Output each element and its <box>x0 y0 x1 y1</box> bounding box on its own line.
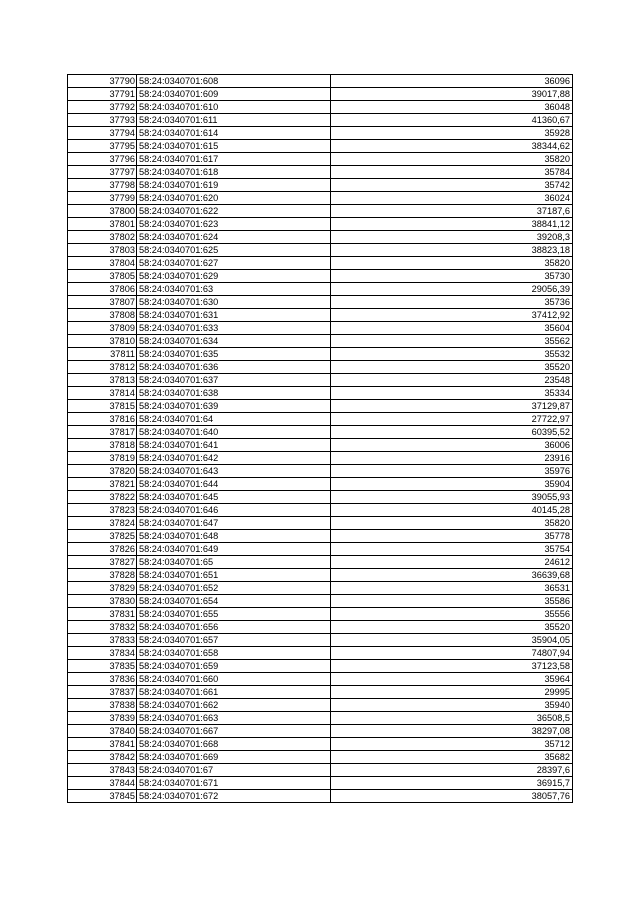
cadastral-number-cell: 58:24:0340701:647 <box>137 517 331 530</box>
table-row <box>68 153 573 166</box>
value-cell: 36531 <box>331 582 573 595</box>
table-row <box>68 335 573 348</box>
value-cell: 35562 <box>331 335 573 348</box>
cadastral-number-cell: 58:24:0340701:620 <box>137 192 331 205</box>
cadastral-number-cell: 58:24:0340701:625 <box>137 244 331 257</box>
table-row <box>68 166 573 179</box>
table-row <box>68 75 573 88</box>
row-number-cell: 37825 <box>68 530 137 543</box>
row-number-cell: 37797 <box>68 166 137 179</box>
value-cell: 41360,67 <box>331 114 573 127</box>
cadastral-number-cell: 58:24:0340701:609 <box>137 88 331 101</box>
row-number-cell: 37820 <box>68 465 137 478</box>
table-row <box>68 101 573 114</box>
value-cell: 35532 <box>331 348 573 361</box>
cadastral-number-cell: 58:24:0340701:672 <box>137 790 331 803</box>
value-cell: 27722,97 <box>331 413 573 426</box>
row-number-cell: 37806 <box>68 283 137 296</box>
cadastral-number-cell: 58:24:0340701:645 <box>137 491 331 504</box>
table-row <box>68 465 573 478</box>
row-number-cell: 37805 <box>68 270 137 283</box>
value-cell: 36048 <box>331 101 573 114</box>
row-number-cell: 37808 <box>68 309 137 322</box>
cadastral-number-cell: 58:24:0340701:643 <box>137 465 331 478</box>
table-row <box>68 504 573 517</box>
row-number-cell: 37835 <box>68 660 137 673</box>
value-cell: 35904 <box>331 478 573 491</box>
value-cell: 35736 <box>331 296 573 309</box>
value-cell: 36006 <box>331 439 573 452</box>
cadastral-number-cell: 58:24:0340701:635 <box>137 348 331 361</box>
table-row <box>68 673 573 686</box>
row-number-cell: 37824 <box>68 517 137 530</box>
table-row <box>68 608 573 621</box>
row-number-cell: 37818 <box>68 439 137 452</box>
table-row <box>68 309 573 322</box>
cadastral-number-cell: 58:24:0340701:662 <box>137 699 331 712</box>
cadastral-number-cell: 58:24:0340701:615 <box>137 140 331 153</box>
value-cell: 36639,68 <box>331 569 573 582</box>
value-cell: 35604 <box>331 322 573 335</box>
row-number-cell: 37830 <box>68 595 137 608</box>
value-cell: 38297,08 <box>331 725 573 738</box>
cadastral-number-cell: 58:24:0340701:623 <box>137 218 331 231</box>
row-number-cell: 37809 <box>68 322 137 335</box>
table-row <box>68 634 573 647</box>
row-number-cell: 37810 <box>68 335 137 348</box>
table-row <box>68 777 573 790</box>
table-row <box>68 218 573 231</box>
table-row <box>68 179 573 192</box>
cadastral-number-cell: 58:24:0340701:655 <box>137 608 331 621</box>
value-cell: 37412,92 <box>331 309 573 322</box>
cadastral-number-cell: 58:24:0340701:663 <box>137 712 331 725</box>
cadastral-number-cell: 58:24:0340701:631 <box>137 309 331 322</box>
cadastral-number-cell: 58:24:0340701:652 <box>137 582 331 595</box>
table-row <box>68 569 573 582</box>
table-row <box>68 517 573 530</box>
cadastral-number-cell: 58:24:0340701:657 <box>137 634 331 647</box>
row-number-cell: 37827 <box>68 556 137 569</box>
row-number-cell: 37834 <box>68 647 137 660</box>
row-number-cell: 37803 <box>68 244 137 257</box>
table-row <box>68 205 573 218</box>
value-cell: 24612 <box>331 556 573 569</box>
cadastral-number-cell: 58:24:0340701:627 <box>137 257 331 270</box>
table-row <box>68 647 573 660</box>
table-row <box>68 140 573 153</box>
value-cell: 36508,5 <box>331 712 573 725</box>
table-row <box>68 491 573 504</box>
cadastral-number-cell: 58:24:0340701:630 <box>137 296 331 309</box>
row-number-cell: 37807 <box>68 296 137 309</box>
row-number-cell: 37837 <box>68 686 137 699</box>
value-cell: 29056,39 <box>331 283 573 296</box>
row-number-cell: 37795 <box>68 140 137 153</box>
cadastral-number-cell: 58:24:0340701:639 <box>137 400 331 413</box>
value-cell: 35904,05 <box>331 634 573 647</box>
cadastral-number-cell: 58:24:0340701:614 <box>137 127 331 140</box>
table-row <box>68 751 573 764</box>
row-number-cell: 37790 <box>68 75 137 88</box>
row-number-cell: 37829 <box>68 582 137 595</box>
value-cell: 23548 <box>331 374 573 387</box>
value-cell: 28397,6 <box>331 764 573 777</box>
table-row <box>68 543 573 556</box>
table-row <box>68 530 573 543</box>
value-cell: 37187,6 <box>331 205 573 218</box>
row-number-cell: 37838 <box>68 699 137 712</box>
row-number-cell: 37840 <box>68 725 137 738</box>
cadastral-number-cell: 58:24:0340701:633 <box>137 322 331 335</box>
table-row <box>68 296 573 309</box>
row-number-cell: 37843 <box>68 764 137 777</box>
value-cell: 35778 <box>331 530 573 543</box>
cadastral-number-cell: 58:24:0340701:619 <box>137 179 331 192</box>
value-cell: 35820 <box>331 153 573 166</box>
table-row <box>68 231 573 244</box>
table-row <box>68 426 573 439</box>
cadastral-number-cell: 58:24:0340701:611 <box>137 114 331 127</box>
table-row <box>68 283 573 296</box>
table-row <box>68 88 573 101</box>
table-row <box>68 114 573 127</box>
table-row <box>68 725 573 738</box>
table-row <box>68 582 573 595</box>
value-cell: 35820 <box>331 257 573 270</box>
row-number-cell: 37813 <box>68 374 137 387</box>
table-row <box>68 790 573 803</box>
value-cell: 35682 <box>331 751 573 764</box>
table-row <box>68 712 573 725</box>
row-number-cell: 37800 <box>68 205 137 218</box>
cadastral-number-cell: 58:24:0340701:668 <box>137 738 331 751</box>
value-cell: 35556 <box>331 608 573 621</box>
value-cell: 35976 <box>331 465 573 478</box>
row-number-cell: 37815 <box>68 400 137 413</box>
cadastral-number-cell: 58:24:0340701:656 <box>137 621 331 634</box>
cadastral-number-cell: 58:24:0340701:629 <box>137 270 331 283</box>
value-cell: 35520 <box>331 621 573 634</box>
cadastral-number-cell: 58:24:0340701:661 <box>137 686 331 699</box>
cadastral-number-cell: 58:24:0340701:637 <box>137 374 331 387</box>
cadastral-number-cell: 58:24:0340701:638 <box>137 387 331 400</box>
cadastral-number-cell: 58:24:0340701:646 <box>137 504 331 517</box>
value-cell: 37129,87 <box>331 400 573 413</box>
value-cell: 38057,76 <box>331 790 573 803</box>
row-number-cell: 37844 <box>68 777 137 790</box>
cadastral-number-cell: 58:24:0340701:642 <box>137 452 331 465</box>
cadastral-number-cell: 58:24:0340701:671 <box>137 777 331 790</box>
table-row <box>68 270 573 283</box>
table-row <box>68 127 573 140</box>
value-cell: 38823,18 <box>331 244 573 257</box>
value-cell: 35520 <box>331 361 573 374</box>
value-cell: 36024 <box>331 192 573 205</box>
cadastral-number-cell: 58:24:0340701:644 <box>137 478 331 491</box>
table-row <box>68 374 573 387</box>
value-cell: 39017,88 <box>331 88 573 101</box>
value-cell: 35784 <box>331 166 573 179</box>
row-number-cell: 37814 <box>68 387 137 400</box>
table-row <box>68 322 573 335</box>
table-row <box>68 348 573 361</box>
value-cell: 35754 <box>331 543 573 556</box>
table-row <box>68 361 573 374</box>
value-cell: 38344,62 <box>331 140 573 153</box>
value-cell: 23916 <box>331 452 573 465</box>
cadastral-number-cell: 58:24:0340701:634 <box>137 335 331 348</box>
row-number-cell: 37836 <box>68 673 137 686</box>
table-row <box>68 244 573 257</box>
cadastral-number-cell: 58:24:0340701:624 <box>137 231 331 244</box>
row-number-cell: 37793 <box>68 114 137 127</box>
row-number-cell: 37791 <box>68 88 137 101</box>
table-row <box>68 439 573 452</box>
table-row <box>68 413 573 426</box>
cadastral-number-cell: 58:24:0340701:669 <box>137 751 331 764</box>
value-cell: 38841,12 <box>331 218 573 231</box>
table-row <box>68 192 573 205</box>
value-cell: 39055,93 <box>331 491 573 504</box>
cadastral-number-cell: 58:24:0340701:617 <box>137 153 331 166</box>
cadastral-number-cell: 58:24:0340701:636 <box>137 361 331 374</box>
table-row <box>68 387 573 400</box>
table-row <box>68 764 573 777</box>
value-cell: 60395,52 <box>331 426 573 439</box>
value-cell: 37123,58 <box>331 660 573 673</box>
row-number-cell: 37816 <box>68 413 137 426</box>
value-cell: 36096 <box>331 75 573 88</box>
cadastral-number-cell: 58:24:0340701:610 <box>137 101 331 114</box>
cadastral-number-cell: 58:24:0340701:658 <box>137 647 331 660</box>
cadastral-number-cell: 58:24:0340701:618 <box>137 166 331 179</box>
table-body <box>68 75 573 803</box>
row-number-cell: 37799 <box>68 192 137 205</box>
cadastral-number-cell: 58:24:0340701:660 <box>137 673 331 686</box>
row-number-cell: 37796 <box>68 153 137 166</box>
row-number-cell: 37839 <box>68 712 137 725</box>
value-cell: 36915,7 <box>331 777 573 790</box>
row-number-cell: 37821 <box>68 478 137 491</box>
row-number-cell: 37819 <box>68 452 137 465</box>
row-number-cell: 37826 <box>68 543 137 556</box>
value-cell: 35742 <box>331 179 573 192</box>
value-cell: 35730 <box>331 270 573 283</box>
row-number-cell: 37798 <box>68 179 137 192</box>
cadastral-number-cell: 58:24:0340701:649 <box>137 543 331 556</box>
row-number-cell: 37804 <box>68 257 137 270</box>
row-number-cell: 37841 <box>68 738 137 751</box>
value-cell: 40145,28 <box>331 504 573 517</box>
row-number-cell: 37802 <box>68 231 137 244</box>
value-cell: 39208,3 <box>331 231 573 244</box>
cadastral-number-cell: 58:24:0340701:648 <box>137 530 331 543</box>
cadastral-number-cell: 58:24:0340701:67 <box>137 764 331 777</box>
cadastral-number-cell: 58:24:0340701:65 <box>137 556 331 569</box>
value-cell: 35334 <box>331 387 573 400</box>
table-row <box>68 452 573 465</box>
table-row <box>68 699 573 712</box>
cadastral-number-cell: 58:24:0340701:64 <box>137 413 331 426</box>
table-row <box>68 400 573 413</box>
table-row <box>68 478 573 491</box>
row-number-cell: 37832 <box>68 621 137 634</box>
value-cell: 35940 <box>331 699 573 712</box>
row-number-cell: 37833 <box>68 634 137 647</box>
row-number-cell: 37828 <box>68 569 137 582</box>
cadastral-number-cell: 58:24:0340701:667 <box>137 725 331 738</box>
value-cell: 35712 <box>331 738 573 751</box>
row-number-cell: 37801 <box>68 218 137 231</box>
row-number-cell: 37822 <box>68 491 137 504</box>
row-number-cell: 37831 <box>68 608 137 621</box>
row-number-cell: 37811 <box>68 348 137 361</box>
cadastral-value-table <box>67 74 573 803</box>
row-number-cell: 37794 <box>68 127 137 140</box>
table-row <box>68 257 573 270</box>
cadastral-number-cell: 58:24:0340701:659 <box>137 660 331 673</box>
cadastral-number-cell: 58:24:0340701:641 <box>137 439 331 452</box>
row-number-cell: 37845 <box>68 790 137 803</box>
row-number-cell: 37812 <box>68 361 137 374</box>
value-cell: 35928 <box>331 127 573 140</box>
table-row <box>68 595 573 608</box>
cadastral-number-cell: 58:24:0340701:63 <box>137 283 331 296</box>
row-number-cell: 37823 <box>68 504 137 517</box>
value-cell: 29995 <box>331 686 573 699</box>
value-cell: 74807,94 <box>331 647 573 660</box>
table-row <box>68 621 573 634</box>
table-row <box>68 660 573 673</box>
value-cell: 35820 <box>331 517 573 530</box>
row-number-cell: 37842 <box>68 751 137 764</box>
table-row <box>68 738 573 751</box>
value-cell: 35964 <box>331 673 573 686</box>
value-cell: 35586 <box>331 595 573 608</box>
table-row <box>68 556 573 569</box>
cadastral-number-cell: 58:24:0340701:608 <box>137 75 331 88</box>
cadastral-number-cell: 58:24:0340701:622 <box>137 205 331 218</box>
cadastral-number-cell: 58:24:0340701:640 <box>137 426 331 439</box>
cadastral-number-cell: 58:24:0340701:651 <box>137 569 331 582</box>
table-row <box>68 686 573 699</box>
cadastral-number-cell: 58:24:0340701:654 <box>137 595 331 608</box>
row-number-cell: 37817 <box>68 426 137 439</box>
row-number-cell: 37792 <box>68 101 137 114</box>
